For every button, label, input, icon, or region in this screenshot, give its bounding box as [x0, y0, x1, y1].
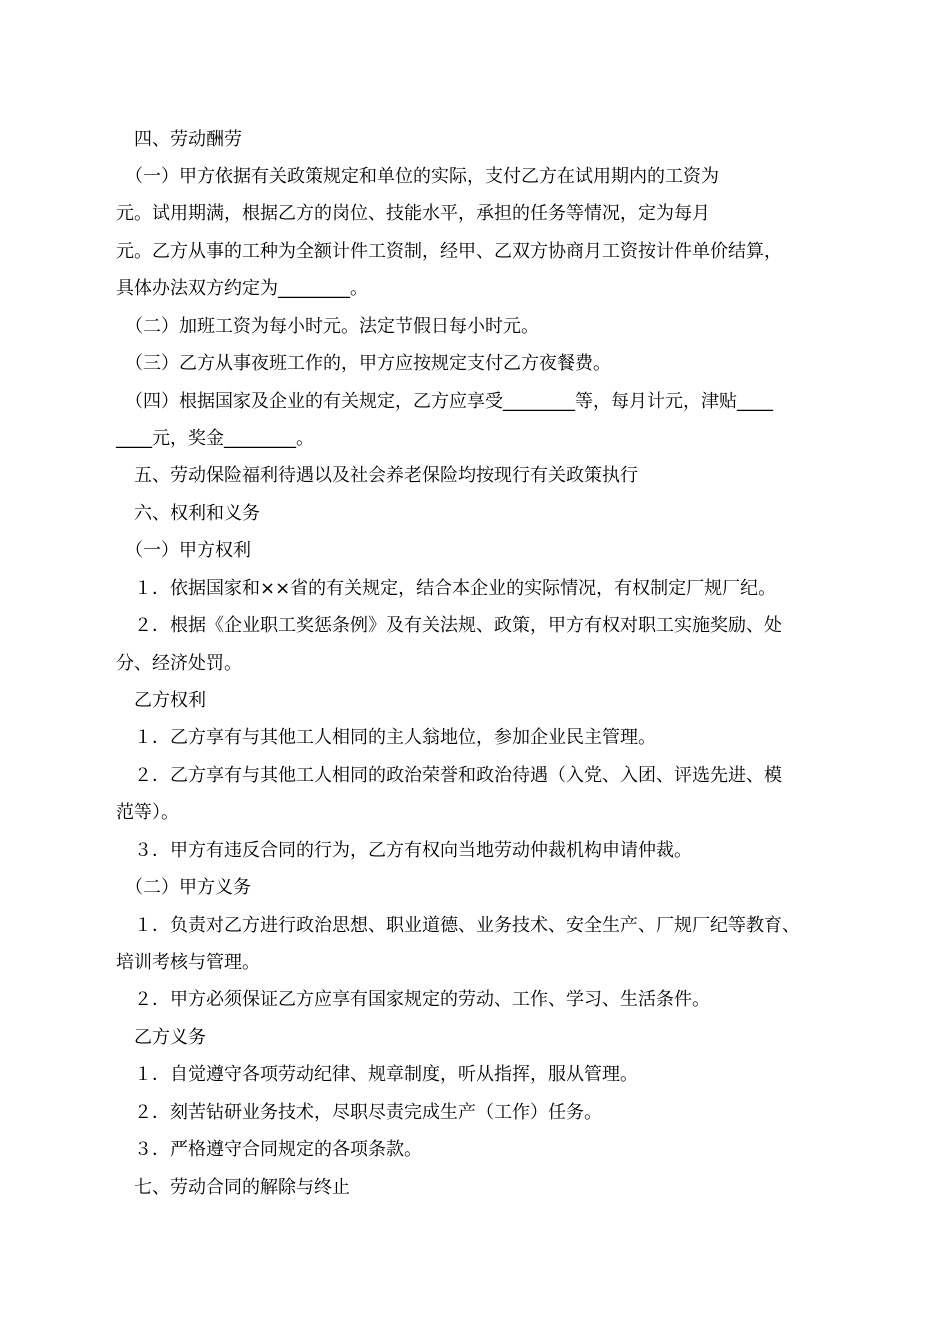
- section-heading: 六、权利和义务: [116, 503, 260, 524]
- subsection-heading: 乙方义务: [116, 1027, 206, 1048]
- paragraph-line: １．自觉遵守各项劳动纪律、规章制度，听从指挥，服从管理。: [116, 1064, 638, 1085]
- paragraph-line: 培训考核与管理。: [116, 952, 260, 973]
- paragraph-line: ２．刻苦钻研业务技术，尽职尽责完成生产（工作）任务。: [116, 1102, 602, 1123]
- paragraph-line: 元。试用期满，根据乙方的岗位、技能水平，承担的任务等情况，定为每月: [116, 203, 710, 224]
- paragraph-line: ３．严格遵守合同规定的各项条款。: [116, 1139, 422, 1160]
- paragraph-line: （三）乙方从事夜班工作的，甲方应按规定支付乙方夜餐费。: [116, 353, 611, 374]
- paragraph-line: １．负责对乙方进行政治思想、职业道德、业务技术、安全生产、厂规厂纪等教育、: [116, 915, 800, 936]
- paragraph-line: ２．甲方必须保证乙方应享有国家规定的劳动、工作、学习、生活条件。: [116, 989, 710, 1010]
- paragraph-line: （一）甲方依据有关政策规定和单位的实际，支付乙方在试用期内的工资为: [116, 166, 719, 187]
- paragraph-line: ２．根据《企业职工奖惩条例》及有关法规、政策，甲方有权对职工实施奖励、处: [116, 615, 782, 636]
- subsection-heading: （一）甲方权利: [116, 540, 251, 561]
- paragraph-line: ２．乙方享有与其他工人相同的政治荣誉和政治待遇（入党、入团、评选先进、模: [116, 765, 782, 786]
- paragraph-line: （四）根据国家及企业的有关规定，乙方应享受________等，每月计元，津贴____: [116, 391, 773, 412]
- paragraph-line: ____元，奖金________。: [116, 428, 314, 449]
- paragraph-line: 元。乙方从事的工种为全额计件工资制，经甲、乙双方协商月工资按计件单价结算，: [116, 241, 782, 262]
- section-heading: 七、劳动合同的解除与终止: [116, 1177, 350, 1198]
- subsection-heading: 乙方权利: [116, 690, 206, 711]
- paragraph-line: （二）加班工资为每小时元。法定节假日每小时元。: [116, 316, 539, 337]
- section-heading: 五、劳动保险福利待遇以及社会养老保险均按现行有关政策执行: [116, 465, 638, 486]
- paragraph-line: 范等）。: [116, 802, 179, 823]
- paragraph-line: ３．甲方有违反合同的行为，乙方有权向当地劳动仲裁机构申请仲裁。: [116, 840, 692, 861]
- paragraph-line: 具体办法双方约定为________。: [116, 278, 368, 299]
- paragraph-line: 分、经济处罚。: [116, 653, 242, 674]
- section-heading: 四、劳动酬劳: [116, 129, 242, 150]
- subsection-heading: （二）甲方义务: [116, 877, 251, 898]
- paragraph-line: １．依据国家和××省的有关规定，结合本企业的实际情况，有权制定厂规厂纪。: [116, 578, 777, 599]
- paragraph-line: １．乙方享有与其他工人相同的主人翁地位，参加企业民主管理。: [116, 727, 656, 748]
